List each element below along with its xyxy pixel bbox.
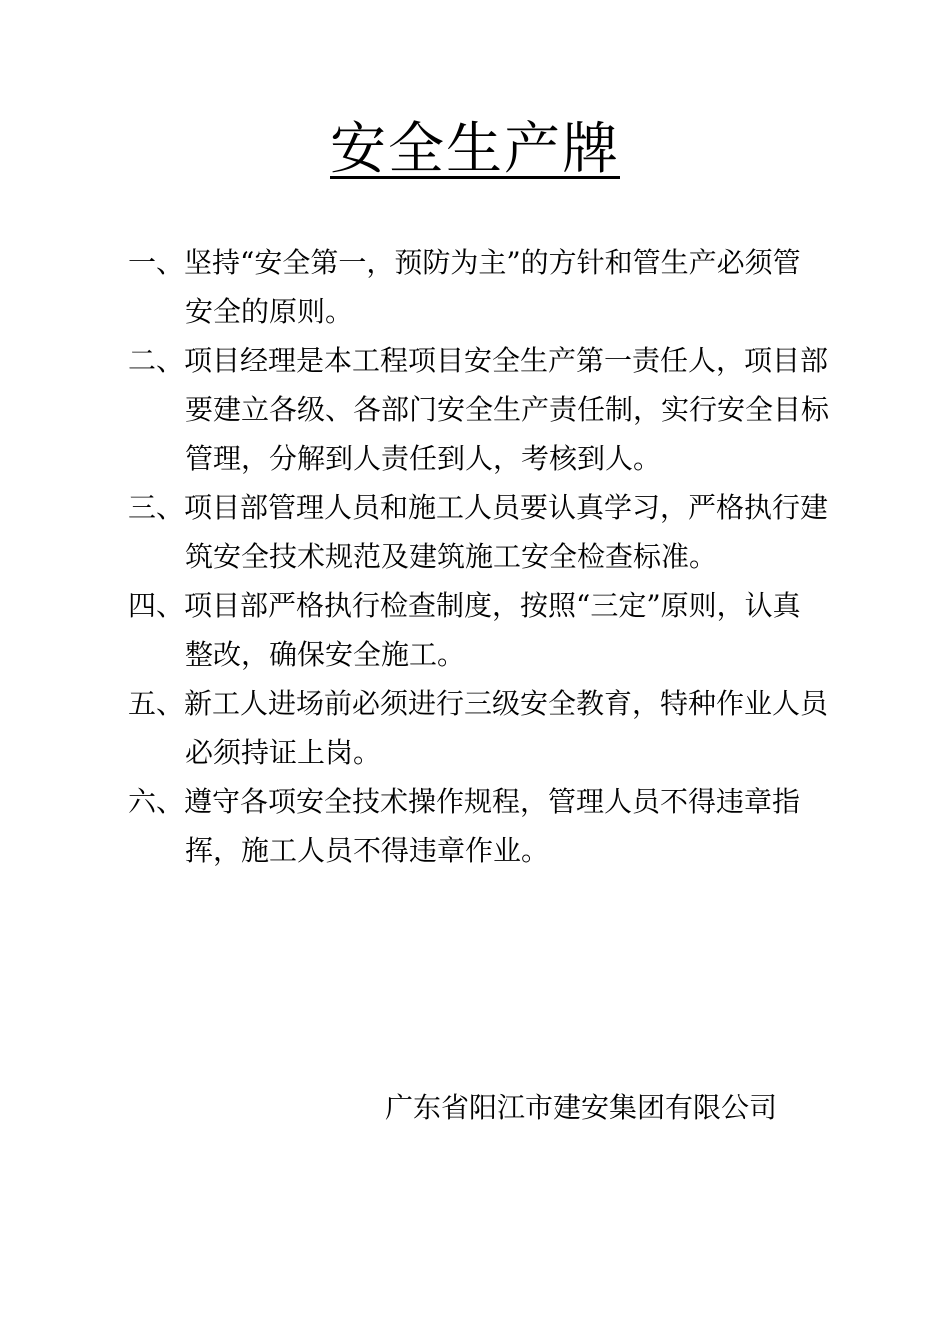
rule-item-3 — [128, 483, 828, 581]
rule-item-5 — [128, 679, 828, 777]
rule-line: 要建立各级、各部门安全生产责任制，实行安全目标 — [185, 393, 830, 426]
rule-item-2 — [128, 336, 828, 483]
rule-line: 四、项目部严格执行检查制度，按照“三定”原则，认真 — [128, 589, 801, 622]
rule-line: 三、项目部管理人员和施工人员要认真学习，严格执行建 — [128, 491, 829, 524]
rule-item-1 — [128, 238, 828, 336]
rule-line: 一、坚持“安全第一，预防为主”的方针和管生产必须管 — [128, 246, 801, 279]
company-name: 广东省阳江市建安集团有限公司 — [385, 1091, 778, 1124]
rule-line: 筑安全技术规范及建筑施工安全检查标准。 — [185, 540, 718, 573]
rule-line: 六、遵守各项安全技术操作规程，管理人员不得违章指 — [128, 785, 801, 818]
rule-line: 管理，分解到人责任到人，考核到人。 — [185, 442, 662, 475]
rule-line: 五、新工人进场前必须进行三级安全教育，特种作业人员 — [128, 687, 829, 720]
rule-line: 挥，施工人员不得违章作业。 — [185, 834, 550, 867]
rule-line: 必须持证上岗。 — [185, 736, 382, 769]
rule-line: 整改，确保安全施工。 — [185, 638, 466, 671]
rule-line: 安全的原则。 — [185, 295, 354, 328]
rule-item-4 — [128, 581, 828, 679]
rules-list — [128, 238, 828, 875]
page-title-text: 安全生产牌 — [330, 117, 620, 182]
rule-item-6 — [128, 777, 828, 875]
rule-line: 二、项目经理是本工程项目安全生产第一责任人，项目部 — [128, 344, 829, 377]
page-title — [0, 112, 950, 188]
